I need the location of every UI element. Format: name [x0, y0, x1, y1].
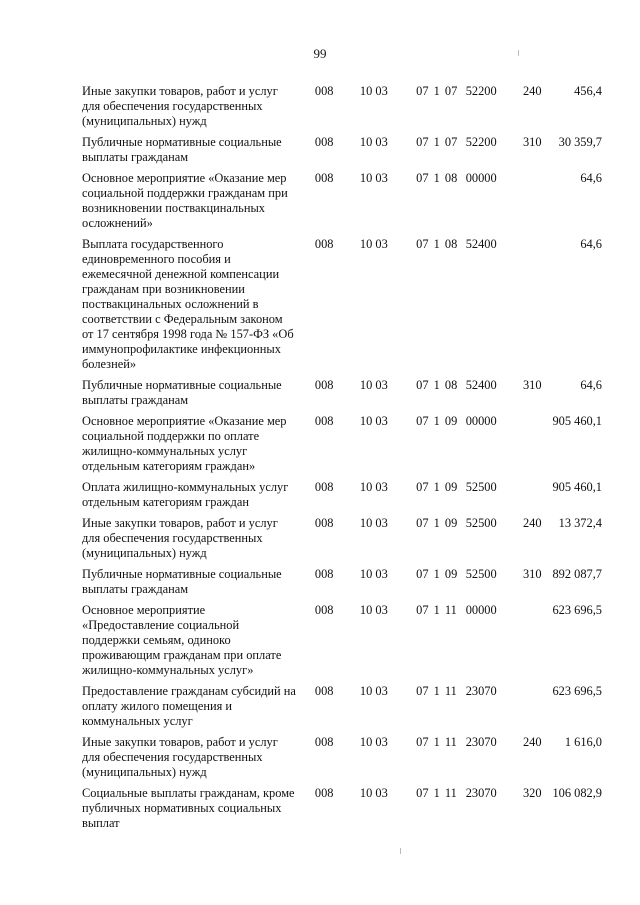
row-amount: 106 082,9	[552, 786, 602, 800]
row-program-code: 07 1 11	[416, 603, 457, 617]
table-row	[82, 567, 602, 603]
row-name: Выплата государственного единовременного пособия и ежемесячной денежной компенсации гражданам при возникновении поствакцинальных осложнений в соответствии с Федеральным законом от 17 сентября 1998 года № 157-ФЗ «Об иммунопрофилактике инфекционных болезней»	[82, 237, 294, 371]
row-name: Публичные нормативные социальные выплаты гражданам	[82, 378, 282, 407]
row-program-code: 07 1 09	[416, 516, 458, 530]
row-expense-type	[511, 603, 552, 684]
row-name: Основное мероприятие «Предоставление социальной поддержки семьям, одиноко проживающим гражданам при оплате жилищно-коммунальных услуг»	[82, 603, 282, 677]
row-expense-type	[511, 684, 552, 735]
row-admin-code: 008	[314, 480, 334, 494]
row-admin-code: 008	[314, 567, 334, 581]
row-name: Социальные выплаты гражданам, кроме публичных нормативных социальных выплат	[82, 786, 295, 830]
row-name: Публичные нормативные социальные выплаты гражданам	[82, 135, 282, 164]
budget-table	[82, 84, 602, 837]
row-admin-code: 008	[314, 603, 334, 617]
row-admin-code: 008	[314, 171, 334, 185]
row-section-code: 10 03	[359, 480, 388, 494]
row-article-code: 52400	[465, 378, 497, 392]
row-expense-type	[511, 171, 552, 237]
row-article-code: 52500	[465, 567, 497, 581]
scan-mark	[400, 848, 401, 854]
row-admin-code: 008	[314, 378, 334, 392]
table-row	[82, 171, 602, 237]
table-row	[82, 684, 602, 735]
row-program-code: 07 1 07	[416, 84, 458, 98]
row-name: Иные закупки товаров, работ и услуг для обеспечения государственных (муниципальных) нужд	[82, 735, 278, 779]
row-expense-type: 320	[522, 786, 542, 800]
row-expense-type: 310	[522, 135, 542, 149]
row-admin-code: 008	[314, 516, 334, 530]
row-amount: 905 460,1	[552, 414, 602, 428]
row-expense-type: 310	[522, 567, 542, 581]
row-admin-code: 008	[314, 237, 334, 251]
row-amount: 623 696,5	[552, 684, 602, 698]
row-amount: 892 087,7	[552, 567, 602, 581]
row-admin-code: 008	[314, 414, 334, 428]
row-program-code: 07 1 09	[416, 414, 458, 428]
row-amount: 905 460,1	[552, 480, 602, 494]
row-article-code: 00000	[465, 414, 497, 428]
row-section-code: 10 03	[359, 684, 388, 698]
row-program-code: 07 1 09	[416, 567, 458, 581]
row-section-code: 10 03	[359, 237, 388, 251]
row-name: Иные закупки товаров, работ и услуг для обеспечения государственных (муниципальных) нужд	[82, 84, 278, 128]
table-row	[82, 603, 602, 684]
row-program-code: 07 1 08	[416, 171, 458, 185]
row-name: Основное мероприятие «Оказание мер социальной поддержки по оплате жилищно-коммунальных услуг отдельным категориям граждан»	[82, 414, 287, 473]
table-row	[82, 735, 602, 786]
row-article-code: 52200	[465, 135, 497, 149]
row-article-code: 00000	[465, 171, 497, 185]
row-expense-type: 310	[522, 378, 542, 392]
row-article-code: 52500	[465, 516, 497, 530]
row-name: Иные закупки товаров, работ и услуг для обеспечения государственных (муниципальных) нужд	[82, 516, 278, 560]
row-program-code: 07 1 08	[416, 237, 458, 251]
scan-mark	[518, 50, 519, 56]
row-admin-code: 008	[314, 84, 334, 98]
row-program-code: 07 1 08	[416, 378, 458, 392]
row-amount: 30 359,7	[558, 135, 602, 149]
table-row	[82, 516, 602, 567]
row-article-code: 52400	[465, 237, 497, 251]
row-article-code: 52500	[465, 480, 497, 494]
row-expense-type: 240	[522, 84, 542, 98]
table-row	[82, 378, 602, 414]
table-row	[82, 135, 602, 171]
row-article-code: 00000	[465, 603, 497, 617]
row-section-code: 10 03	[359, 516, 388, 530]
row-admin-code: 008	[314, 786, 334, 800]
row-section-code: 10 03	[359, 786, 388, 800]
table-row	[82, 84, 602, 135]
row-amount: 64,6	[580, 171, 602, 185]
row-article-code: 23070	[465, 684, 497, 698]
row-section-code: 10 03	[359, 567, 388, 581]
row-amount: 623 696,5	[552, 603, 602, 617]
row-name: Публичные нормативные социальные выплаты гражданам	[82, 567, 282, 596]
row-expense-type: 240	[522, 735, 542, 749]
table-row	[82, 414, 602, 480]
row-program-code: 07 1 11	[416, 735, 457, 749]
row-expense-type	[511, 480, 552, 516]
row-amount: 456,4	[574, 84, 602, 98]
row-amount: 64,6	[580, 237, 602, 251]
row-name: Основное мероприятие «Оказание мер социальной поддержки гражданам при возникновении поствакцинальных осложнений»	[82, 171, 288, 230]
row-amount: 13 372,4	[558, 516, 602, 530]
row-section-code: 10 03	[359, 735, 388, 749]
row-program-code: 07 1 07	[416, 135, 458, 149]
row-article-code: 23070	[465, 786, 497, 800]
row-section-code: 10 03	[359, 603, 388, 617]
row-section-code: 10 03	[359, 84, 388, 98]
row-section-code: 10 03	[359, 414, 388, 428]
row-expense-type: 240	[522, 516, 542, 530]
row-expense-type	[511, 414, 552, 480]
row-section-code: 10 03	[359, 378, 388, 392]
row-program-code: 07 1 11	[416, 684, 457, 698]
row-admin-code: 008	[314, 735, 334, 749]
row-name: Предоставление гражданам субсидий на оплату жилого помещения и коммунальных услуг	[82, 684, 296, 728]
row-article-code: 52200	[465, 84, 497, 98]
row-article-code: 23070	[465, 735, 497, 749]
row-section-code: 10 03	[359, 171, 388, 185]
row-expense-type	[511, 237, 552, 378]
row-admin-code: 008	[314, 684, 334, 698]
row-section-code: 10 03	[359, 135, 388, 149]
row-name: Оплата жилищно-коммунальных услуг отдельным категориям граждан	[82, 480, 289, 509]
row-amount: 1 616,0	[564, 735, 602, 749]
table-row	[82, 480, 602, 516]
table-row	[82, 786, 602, 837]
row-program-code: 07 1 09	[416, 480, 458, 494]
row-amount: 64,6	[580, 378, 602, 392]
table-row	[82, 237, 602, 378]
row-admin-code: 008	[314, 135, 334, 149]
page-number: 99	[313, 46, 327, 61]
row-program-code: 07 1 11	[416, 786, 457, 800]
